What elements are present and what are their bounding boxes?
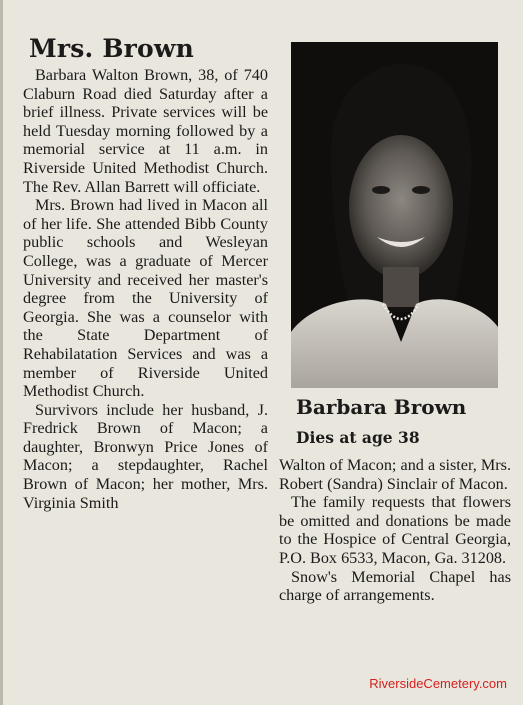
portrait-photo [291,42,498,388]
obituary-paragraph-1: Barbara Walton Brown, 38, of 740 Claburn Road died Saturday after a brief illness. Private services will be held Tuesday morning followed by a memorial service at 11 a.m. in Riverside United Methodist Church. The Rev. Allan Barrett will officiate. [23,66,268,196]
obituary-paragraph-2: Mrs. Brown had lived in Macon all of her life. She attended Bibb County public schools and Wesleyan College, was a graduate of Mercer University and received her master's degree from the University of Georgia. She was a counselor with the State Department of Rehabilatation Services and was a member of Riverside United Methodist Church. [23,196,268,401]
obituary-right-column [279,456,511,605]
site-watermark: RiversideCemetery.com [369,676,507,691]
obituary-headline: Mrs. Brown [29,34,195,63]
obituary-paragraph-4: Walton of Macon; and a sister, Mrs. Robert (Sandra) Sinclair of Macon. [279,456,511,493]
obituary-paragraph-3: Survivors include her husband, J. Fredrick Brown of Macon; a daughter, Bronwyn Price Jones of Macon; a stepdaughter, Rachel Brown of Macon; her mother, Mrs. Virginia Smith [23,400,268,512]
photo-caption-subtitle: Dies at age 38 [296,428,420,447]
portrait-image [291,42,498,388]
photo-caption-name: Barbara Brown [296,395,467,419]
obituary-left-column [23,34,268,512]
obituary-paragraph-6: Snow's Memorial Chapel has charge of arrangements. [279,567,511,605]
obituary-paragraph-5: The family requests that flowers be omitted and donations be made to the Hospice of Central Georgia, P.O. Box 6533, Macon, Ga. 31208. [279,493,511,567]
